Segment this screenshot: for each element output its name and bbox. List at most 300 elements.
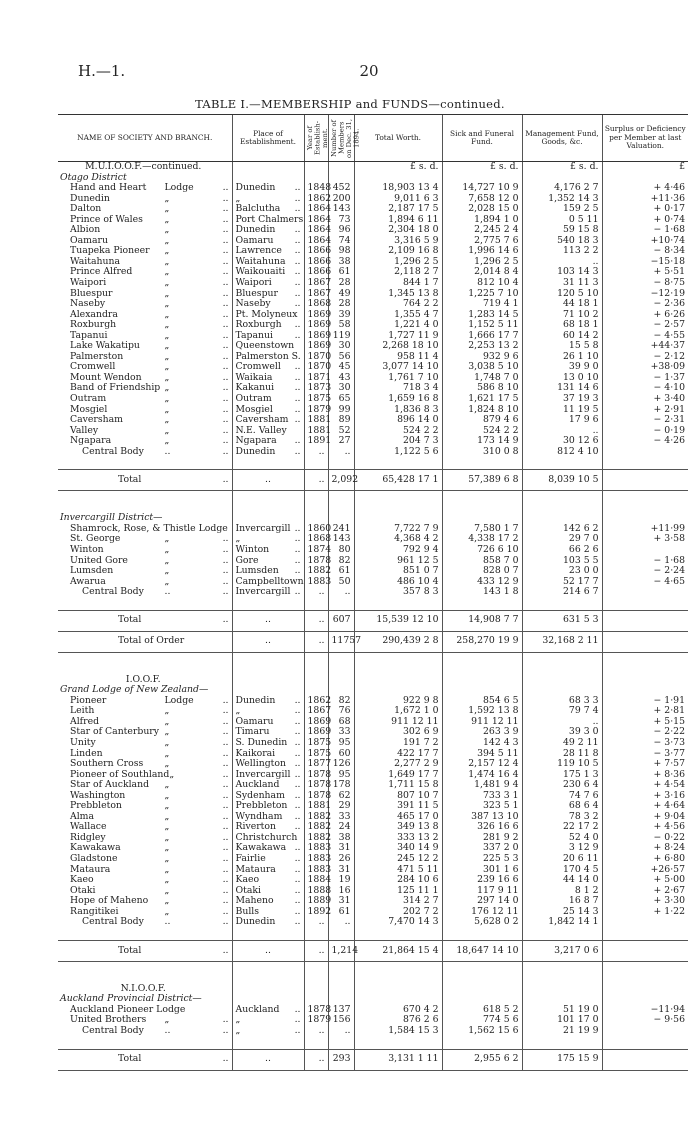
- surplus-cell: [602, 447, 688, 458]
- members-cell: ..: [328, 447, 354, 458]
- branch-type: „: [164, 831, 170, 843]
- branch-type: „: [164, 736, 170, 748]
- management-fund-cell: 113 2 2: [522, 246, 602, 257]
- leader-dots: ..: [222, 361, 229, 373]
- sick-fund-cell: 387 13 10: [442, 812, 522, 823]
- total-worth-cell: 2,118 2 7: [354, 267, 442, 278]
- total-label-text: Total: [118, 944, 142, 956]
- management-fund-cell: 39 3 0: [522, 727, 602, 738]
- place-name: Kaikorai: [235, 747, 276, 759]
- members-cell: 143: [328, 534, 354, 545]
- sick-fund-cell: 586 8 10: [442, 383, 522, 394]
- spacer-cell: [354, 457, 442, 470]
- branch-type: „: [164, 192, 170, 204]
- management-fund-cell: 170 4 5: [522, 865, 602, 876]
- branch-name: Central Body: [82, 445, 144, 457]
- branch-name: Lake Wakatipu: [70, 340, 140, 352]
- district-total-row: [58, 1049, 688, 1070]
- leader-dots: ..: [222, 705, 229, 717]
- empty-cell: [602, 675, 688, 686]
- members-cell: 27: [328, 436, 354, 447]
- spacer-cell: [522, 961, 602, 984]
- leader-dots: ..: [294, 874, 301, 886]
- management-fund-cell: 175 1 3: [522, 770, 602, 781]
- table-row: [58, 394, 688, 405]
- leader-dots: ..: [294, 234, 301, 246]
- branch-name: Prince Alfred: [70, 266, 133, 278]
- branch-type: „: [164, 203, 170, 215]
- surplus-cell: − 3·77: [602, 749, 688, 760]
- branch-name: Winton: [70, 543, 104, 555]
- place-cell: ..: [232, 940, 304, 961]
- year-cell: 1874: [304, 545, 328, 556]
- spacer-cell: [602, 491, 688, 514]
- place-name: „: [235, 533, 241, 545]
- branch-name: Auckland Pioneer Lodge: [70, 1003, 186, 1015]
- leader-dots: ..: [294, 779, 301, 791]
- total-worth-order-total: 290,439 2 8: [354, 631, 442, 652]
- leader-dots: ..: [294, 747, 301, 759]
- order-total-row: [58, 631, 688, 652]
- total-worth-cell: 191 7 2: [354, 738, 442, 749]
- sick-fund-cell: 117 9 11: [442, 886, 522, 897]
- sick-fund-cell: 1,621 17 5: [442, 394, 522, 405]
- members-cell: 241: [328, 524, 354, 535]
- branch-name: Leith: [70, 705, 95, 717]
- members-cell: 61: [328, 267, 354, 278]
- year-cell: 1866: [304, 246, 328, 257]
- branch-type: „: [164, 277, 170, 289]
- leader-dots: ..: [222, 916, 229, 928]
- col-header-year: Year of Establish-ment.: [304, 115, 328, 162]
- year-cell: 1892: [304, 907, 328, 918]
- total-worth-cell: 911 12 11: [354, 717, 442, 728]
- sick-fund-cell: 1,824 8 10: [442, 405, 522, 416]
- branch-name: Central Body: [82, 916, 144, 928]
- total-worth-total: 21,864 15 4: [354, 940, 442, 961]
- spacer-cell: [602, 652, 688, 675]
- sick-fund-cell: 394 5 11: [442, 749, 522, 760]
- leader-dots: ..: [294, 319, 301, 331]
- surplus-cell: − 1·91: [602, 696, 688, 707]
- spacer-cell: [232, 457, 304, 470]
- empty-cell: [328, 675, 354, 686]
- members-cell: 156: [328, 1015, 354, 1026]
- place-name: Dunedin: [235, 182, 276, 194]
- year-cell: 1883: [304, 843, 328, 854]
- leader-dots: ..: [222, 789, 229, 801]
- spacer-cell: [354, 961, 442, 984]
- surplus-cell: + 0·17: [602, 204, 688, 215]
- leader-dots: ..: [222, 382, 229, 394]
- members-cell: 99: [328, 405, 354, 416]
- leader-dots: ..: [222, 800, 229, 812]
- leader-dots: ..: [294, 435, 301, 447]
- place-cell: ..: [232, 1049, 304, 1070]
- year-cell: 1883: [304, 577, 328, 588]
- surplus-cell: − 9·56: [602, 1015, 688, 1026]
- surplus-cell: +11·99: [602, 524, 688, 535]
- total-worth-total: 15,539 12 10: [354, 610, 442, 631]
- branch-name-cell: [58, 854, 232, 865]
- members-cell: 30: [328, 383, 354, 394]
- total-worth-cell: 792 9 4: [354, 545, 442, 556]
- place-name: Queenstown: [235, 340, 295, 352]
- branch-name: Waipori: [70, 277, 107, 289]
- leader-dots: ..: [294, 1014, 301, 1026]
- total-worth-cell: 349 13 8: [354, 822, 442, 833]
- year-cell: 1864: [304, 225, 328, 236]
- total-worth-cell: 2,304 18 0: [354, 225, 442, 236]
- currency-unit-surplus: £: [602, 162, 688, 173]
- members-cell: 61: [328, 566, 354, 577]
- total-worth-cell: 851 0 7: [354, 566, 442, 577]
- sick-fund-cell: 7,580 1 7: [442, 524, 522, 535]
- surplus-cell: +38·09: [602, 362, 688, 373]
- management-fund-total: 8,039 10 5: [522, 470, 602, 491]
- place-label: [236, 183, 301, 194]
- members-cell: 28: [328, 278, 354, 289]
- total-worth-cell: 1,296 2 5: [354, 257, 442, 268]
- members-cell: 95: [328, 770, 354, 781]
- branch-name: Band of Friendship: [70, 382, 161, 394]
- total-worth-cell: 7,722 7 9: [354, 524, 442, 535]
- management-fund-cell: 21 19 9: [522, 1026, 602, 1037]
- spacer-cell: [58, 928, 232, 941]
- branch-type: ..: [164, 1025, 171, 1036]
- place-cell: [232, 566, 304, 577]
- branch-name: Mosgiel: [70, 403, 108, 415]
- spacer-row: [58, 457, 688, 470]
- management-fund-cell: 51 19 0: [522, 1005, 602, 1016]
- leader-dots: ..: [294, 768, 301, 780]
- surplus-cell: + 6·26: [602, 310, 688, 321]
- members-cell: 74: [328, 236, 354, 247]
- sick-fund-cell: 5,628 0 2: [442, 917, 522, 928]
- management-fund-cell: 3 12 9: [522, 843, 602, 854]
- members-cell: ..: [328, 587, 354, 598]
- spacer-cell: [232, 598, 304, 611]
- surplus-cell: − 3·73: [602, 738, 688, 749]
- sick-fund-cell: 1,894 1 0: [442, 215, 522, 226]
- surplus-cell: + 6·80: [602, 854, 688, 865]
- leader-dots: ..: [222, 543, 229, 555]
- year-cell: 1871: [304, 373, 328, 384]
- spacer-cell: [58, 961, 232, 984]
- leader-dots: ..: [294, 736, 301, 748]
- sick-fund-cell: 1,562 15 6: [442, 1026, 522, 1037]
- place-name: Pt. Molyneux: [235, 308, 298, 320]
- branch-name-cell: [58, 278, 232, 289]
- leader-dots: ..: [222, 234, 229, 246]
- year-cell: 1864: [304, 215, 328, 226]
- sick-fund-cell: 2,245 2 4: [442, 225, 522, 236]
- sick-fund-cell: 143 1 8: [442, 587, 522, 598]
- leader-dots: ..: [294, 554, 301, 566]
- leader-dots: ..: [222, 308, 229, 320]
- leader-dots: ..: [294, 705, 301, 717]
- surplus-cell: + 8·24: [602, 843, 688, 854]
- total-worth-cell: 284 10 6: [354, 875, 442, 886]
- leader-dots: ..: [294, 266, 301, 278]
- branch-label: [60, 566, 229, 577]
- leader-dots: ..: [222, 213, 229, 225]
- year-cell: 1875: [304, 738, 328, 749]
- total-worth-cell: 125 11 1: [354, 886, 442, 897]
- members-cell: 30: [328, 341, 354, 352]
- place-name: Outram: [235, 393, 272, 405]
- document-reference: H.—1.: [78, 62, 126, 80]
- place-name: Riverton: [235, 821, 276, 833]
- management-fund-cell: 22 17 2: [522, 822, 602, 833]
- management-fund-cell: 4,176 2 7: [522, 183, 602, 194]
- leader-dots: ..: [222, 842, 229, 854]
- leader-dots: ..: [294, 182, 301, 194]
- leader-dots: ..: [222, 224, 229, 236]
- total-worth-cell: 1,649 17 7: [354, 770, 442, 781]
- year-cell: 1883: [304, 854, 328, 865]
- sick-fund-cell: 1,225 7 10: [442, 289, 522, 300]
- branch-type: „: [164, 266, 170, 278]
- total-label: [118, 1054, 229, 1065]
- currency-unit-mgmt: £ s. d.: [522, 162, 602, 173]
- total-label-text: Total: [118, 1053, 142, 1065]
- spacer-cell: [602, 928, 688, 941]
- surplus-cell: + 3·40: [602, 394, 688, 405]
- currency-unit-sick: £ s. d.: [442, 162, 522, 173]
- col-header-society: NAME OF SOCIETY AND BRANCH.: [58, 115, 232, 162]
- surplus-cell: +44·37: [602, 341, 688, 352]
- leader-dots: ..: [222, 203, 229, 215]
- branch-type: „: [164, 874, 170, 886]
- sick-fund-cell: 1,474 16 4: [442, 770, 522, 781]
- leader-dots: ..: [294, 371, 301, 383]
- surplus-cell: − 2·57: [602, 320, 688, 331]
- society-name: N.I.O.O.F.: [120, 982, 166, 994]
- place-name: Timaru: [235, 726, 270, 738]
- leader-dots: ..: [294, 245, 301, 257]
- surplus-cell: +10·74: [602, 236, 688, 247]
- spacer-row: [58, 1037, 688, 1050]
- branch-name: Caversham: [70, 414, 123, 426]
- spacer-row: [58, 491, 688, 514]
- management-fund-cell: 131 14 6: [522, 383, 602, 394]
- leader-dots: ..: [222, 694, 229, 706]
- col-header-sick-fund: Sick and Funeral Fund.: [442, 115, 522, 162]
- spacer-cell: [232, 928, 304, 941]
- management-fund-cell: 8 1 2: [522, 886, 602, 897]
- branch-name: United Gore: [70, 554, 128, 566]
- surplus-cell: [602, 1026, 688, 1037]
- leader-dots: ..: [222, 726, 229, 738]
- surplus-cell: − 4·26: [602, 436, 688, 447]
- sick-fund-cell: 2,775 7 6: [442, 236, 522, 247]
- table-row: [58, 854, 688, 865]
- year-cell: 1882: [304, 566, 328, 577]
- place-name: Waipori: [235, 277, 272, 289]
- management-fund-cell: 71 10 2: [522, 310, 602, 321]
- leader-dots: ..: [222, 944, 229, 956]
- col-header-total-worth: Total Worth.: [354, 115, 442, 162]
- total-worth-cell: 1,345 13 8: [354, 289, 442, 300]
- place-name: Waikaia: [235, 371, 273, 383]
- leader-dots: ..: [294, 414, 301, 426]
- branch-type: „: [164, 554, 170, 566]
- total-worth-cell: 2,187 17 5: [354, 204, 442, 215]
- place-name: Caversham: [235, 414, 289, 426]
- surplus-cell: + 8·36: [602, 770, 688, 781]
- management-fund-cell: 28 11 8: [522, 749, 602, 760]
- members-cell: 178: [328, 780, 354, 791]
- members-cell: 31: [328, 896, 354, 907]
- leader-dots: ..: [294, 192, 301, 204]
- spacer-cell: [442, 1037, 522, 1050]
- total-worth-cell: 1,355 4 7: [354, 310, 442, 321]
- surplus-cell: + 9·04: [602, 812, 688, 823]
- surplus-cell: −12·19: [602, 289, 688, 300]
- branch-type: „: [164, 726, 170, 738]
- management-fund-cell: 44 14 0: [522, 875, 602, 886]
- management-fund-cell: 79 7 4: [522, 706, 602, 717]
- year-cell: 1868: [304, 534, 328, 545]
- surplus-cell: − 2·12: [602, 352, 688, 363]
- leader-dots: ..: [294, 1003, 301, 1015]
- leader-dots: ..: [222, 863, 229, 875]
- branch-type: „: [164, 287, 170, 299]
- spacer-cell: [328, 928, 354, 941]
- leader-dots: ..: [222, 245, 229, 257]
- leader-dots: ..: [222, 182, 229, 194]
- place-name: Prebbleton: [235, 800, 288, 812]
- branch-name-cell: [58, 1026, 232, 1037]
- total-worth-total: 65,428 17 1: [354, 470, 442, 491]
- branch-name: Dalton: [70, 203, 102, 215]
- branch-label: [60, 447, 229, 458]
- management-fund-cell: ..: [522, 257, 602, 268]
- management-fund-cell: ..: [522, 717, 602, 728]
- leader-dots: ..: [294, 393, 301, 405]
- surplus-cell: + 5·15: [602, 717, 688, 728]
- members-cell: 31: [328, 843, 354, 854]
- branch-name: Pioneer: [70, 694, 107, 706]
- leader-dots: ..: [222, 277, 229, 289]
- leader-dots: ..: [222, 810, 229, 822]
- surplus-cell: [602, 587, 688, 598]
- branch-type: ..: [164, 445, 171, 457]
- branch-name: Tapanui: [70, 329, 108, 341]
- members-cell: 33: [328, 727, 354, 738]
- leader-dots: ..: [222, 319, 229, 331]
- leader-dots: ..: [222, 586, 229, 598]
- leader-dots: ..: [222, 533, 229, 545]
- spacer-row: [58, 928, 688, 941]
- management-fund-cell: 29 7 0: [522, 534, 602, 545]
- branch-name: Outram: [70, 393, 107, 405]
- spacer-row: [58, 598, 688, 611]
- branch-type: Lodge: [164, 182, 194, 194]
- surplus-cell: − 2·22: [602, 727, 688, 738]
- table-title: TABLE I.—MEMBERSHIP and FUNDS—continued.: [195, 97, 505, 111]
- management-fund-cell: 142 6 2: [522, 524, 602, 535]
- branch-label: [60, 738, 229, 749]
- year-cell: 1881: [304, 426, 328, 437]
- members-total: 1,214: [328, 940, 354, 961]
- leader-dots: ..: [222, 895, 229, 907]
- empty-cell: [304, 162, 328, 173]
- surplus-cell: + 2·81: [602, 706, 688, 717]
- total-worth-cell: 2,268 18 10: [354, 341, 442, 352]
- year-cell: 1879: [304, 1015, 328, 1026]
- sick-fund-cell: 310 0 8: [442, 447, 522, 458]
- members-cell: 39: [328, 310, 354, 321]
- place-label: [236, 854, 301, 865]
- management-fund-order-total: 32,168 2 11: [522, 631, 602, 652]
- place-name: Bulls: [235, 905, 260, 917]
- society-name: I.O.O.F.: [125, 673, 161, 685]
- year-cell: 1881: [304, 415, 328, 426]
- branch-name-cell: [58, 545, 232, 556]
- branch-type: „: [164, 800, 170, 812]
- year-cell: 1864: [304, 236, 328, 247]
- management-fund-cell: 59 15 8: [522, 225, 602, 236]
- spacer-cell: [304, 457, 328, 470]
- spacer-cell: [304, 598, 328, 611]
- members-cell: 33: [328, 812, 354, 823]
- sick-fund-cell: 239 16 6: [442, 875, 522, 886]
- sick-fund-total: 18,647 14 10: [442, 940, 522, 961]
- leader-dots: ..: [222, 474, 229, 486]
- year-cell: 1882: [304, 812, 328, 823]
- management-fund-cell: 812 4 10: [522, 447, 602, 458]
- place-cell: [232, 394, 304, 405]
- branch-type: „: [164, 1014, 170, 1026]
- total-worth-cell: 302 6 9: [354, 727, 442, 738]
- members-cell: 82: [328, 556, 354, 567]
- total-worth-cell: 876 2 6: [354, 1015, 442, 1026]
- place-name: Roxburgh: [235, 319, 282, 331]
- members-cell: 49: [328, 289, 354, 300]
- total-label: [118, 615, 229, 626]
- sick-fund-cell: 1,592 13 8: [442, 706, 522, 717]
- district-name: Grand Lodge of New Zealand—: [60, 684, 209, 696]
- year-cell: 1869: [304, 310, 328, 321]
- total-worth-cell: 391 11 5: [354, 801, 442, 812]
- management-fund-cell: 52 4 0: [522, 833, 602, 844]
- branch-name-cell: [58, 447, 232, 458]
- place-name: Wyndham: [235, 810, 283, 822]
- place-name: Otaki: [235, 884, 262, 896]
- leader-dots: ..: [294, 916, 301, 928]
- leader-dots: ..: [294, 203, 301, 215]
- leader-dots: ..: [294, 715, 301, 727]
- leader-dots: ..: [294, 586, 301, 598]
- total-worth-cell: 7,470 14 3: [354, 917, 442, 928]
- total-worth-cell: 1,711 15 8: [354, 780, 442, 791]
- year-cell: 1884: [304, 875, 328, 886]
- members-cell: 80: [328, 545, 354, 556]
- management-fund-cell: 68 6 4: [522, 801, 602, 812]
- sick-fund-cell: 828 0 7: [442, 566, 522, 577]
- place-label: [236, 524, 301, 535]
- place-cell: [232, 524, 304, 535]
- branch-type: „: [164, 884, 170, 896]
- spacer-cell: [58, 457, 232, 470]
- table-row: [58, 738, 688, 749]
- empty-cell: [602, 984, 688, 995]
- place-cell: [232, 1005, 304, 1016]
- leader-dots: ..: [222, 736, 229, 748]
- branch-type: „: [164, 810, 170, 822]
